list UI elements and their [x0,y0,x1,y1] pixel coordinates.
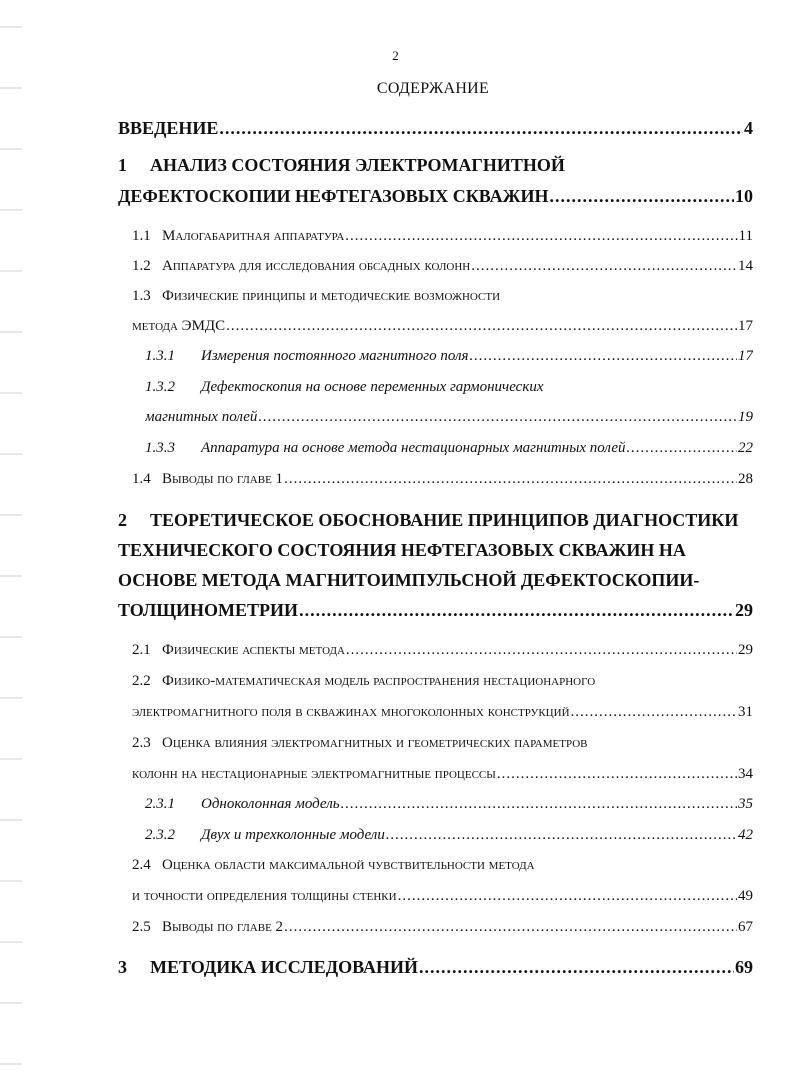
toc-entry-2-3-cont[interactable] [132,766,753,783]
toc-entry-1-3-3[interactable] [145,440,753,457]
toc-entry-2-3-1[interactable] [145,796,753,813]
toc-entry-intro[interactable] [118,118,753,139]
entry-title: ТЕОРЕТИЧЕСКОЕ ОБОСНОВАНИЕ ПРИНЦИПОВ ДИАГНОСТИКИ [150,510,739,530]
chapter-number: 2 [118,510,127,530]
entry-page: 28 [738,471,753,487]
toc-entry-chapter-2-cont-3[interactable] [118,600,753,621]
toc-entry-chapter-2-cont-2[interactable] [118,570,753,591]
entry-page: 29 [738,642,753,658]
toc-entry-chapter-2[interactable] [118,510,753,531]
entry-title: Оценка влияния электромагнитных и геометрических параметров [162,735,588,751]
leader-dots [471,258,737,275]
entry-title: ВВЕДЕНИЕ [118,118,219,138]
entry-title: Физические принципы и методические возможности [162,288,501,304]
toc-entry-1-3-cont[interactable] [132,318,753,335]
toc-entry-1-3-2[interactable] [145,379,753,396]
toc-entry-2-2[interactable] [132,673,753,690]
entry-title: Выводы по главе 1 [162,471,284,487]
entry-page: 10 [735,186,753,206]
leader-dots [419,957,734,978]
toc-entry-2-4-cont[interactable] [132,888,753,905]
section-number: 2.1 [132,642,151,658]
subsection-number: 1.3.1 [145,348,175,364]
entry-page: 22 [738,440,753,456]
entry-title: ОСНОВЕ МЕТОДА МАГНИТОИМПУЛЬСНОЙ ДЕФЕКТОСКОПИИ- [118,570,700,590]
entry-title: Оценка области максимальной чувствительности метода [162,857,535,873]
leader-dots [497,766,737,783]
entry-title: ТЕХНИЧЕСКОГО СОСТОЯНИЯ НЕФТЕГАЗОВЫХ СКВАЖИН НА [118,540,686,560]
entry-title: Физические аспекты метода [162,642,345,658]
section-number: 2.3 [132,735,151,751]
entry-title: ТОЛЩИНОМЕТРИИ [118,600,299,620]
chapter-number: 1 [118,155,127,175]
entry-title: Двух и трехколонные модели [201,827,385,843]
chapter-number: 3 [118,957,127,977]
entry-page: 17 [738,348,753,364]
leader-dots [341,796,737,813]
entry-title: АНАЛИЗ СОСТОЯНИЯ ЭЛЕКТРОМАГНИТНОЙ [150,155,565,175]
entry-page: 35 [738,796,753,812]
toc-entry-2-5[interactable] [132,919,753,936]
entry-page: 49 [738,888,753,904]
leader-dots [258,409,737,426]
entry-page: 67 [738,919,753,935]
leader-dots [346,642,737,659]
entry-page: 11 [738,228,753,244]
toc-entry-chapter-2-cont-1[interactable] [118,540,753,561]
leader-dots [219,118,743,139]
toc-entry-1-2[interactable] [132,258,753,275]
leader-dots [386,827,737,844]
entry-title: МЕТОДИКА ИССЛЕДОВАНИЙ [150,957,419,977]
leader-dots [299,600,734,621]
leader-dots [470,348,738,365]
entry-page: 34 [738,766,753,782]
toc-heading: СОДЕРЖАНИЕ [376,80,490,97]
toc-entry-chapter-1[interactable] [118,155,753,176]
entry-title: и точности определения толщины стенки [132,888,397,904]
toc-entry-2-3-2[interactable] [145,827,753,844]
subsection-number: 2.3.2 [145,827,175,843]
section-number: 2.2 [132,673,151,689]
section-number: 2.4 [132,857,151,873]
section-number: 1.2 [132,258,151,274]
section-number: 1.1 [132,228,151,244]
entry-page: 17 [738,318,753,334]
toc-entry-1-4[interactable] [132,471,753,488]
entry-page: 42 [738,827,753,843]
toc-entry-chapter-3[interactable] [118,957,753,978]
leader-dots [549,186,734,207]
entry-title: Измерения постоянного магнитного поля [201,348,469,364]
section-number: 1.3 [132,288,151,304]
toc-entry-1-1[interactable] [132,228,753,245]
entry-title: Выводы по главе 2 [162,919,284,935]
toc-entry-2-1[interactable] [132,642,753,659]
entry-title: колонн на нестационарные электромагнитные процессы [132,766,496,782]
toc-entry-2-2-cont[interactable] [132,704,753,721]
toc-entry-chapter-1-cont[interactable] [118,186,753,207]
entry-title: ДЕФЕКТОСКОПИИ НЕФТЕГАЗОВЫХ СКВАЖИН [118,186,549,206]
entry-page: 29 [735,600,753,620]
entry-title: Малогабаритная аппаратура [162,228,345,244]
entry-title: Аппаратура на основе метода нестационарных магнитных полей [201,440,626,456]
section-number: 2.5 [132,919,151,935]
entry-page: 4 [744,118,753,138]
leader-dots [398,888,737,905]
entry-page: 19 [738,409,753,425]
entry-title: метода ЭМДС [132,318,226,334]
toc-entry-2-3[interactable] [132,735,753,752]
leader-dots [345,228,737,245]
entry-page: 31 [738,704,753,720]
subsection-number: 1.3.2 [145,379,175,395]
subsection-number: 2.3.1 [145,796,175,812]
entry-page: 14 [738,258,753,274]
leader-dots [284,919,737,936]
entry-title: электромагнитного поля в скважинах многоколонных конструкций [132,704,570,720]
entry-title: Физико-математическая модель распространения нестационарного [162,673,596,689]
toc-entry-1-3[interactable] [132,288,753,305]
subsection-number: 1.3.3 [145,440,175,456]
toc-entry-2-4[interactable] [132,857,753,874]
entry-page: 69 [735,957,753,977]
toc-entry-1-3-2-cont[interactable] [145,409,753,426]
entry-title: Одноколонная модель [201,796,340,812]
page-number: 2 [392,48,399,63]
section-number: 1.4 [132,471,151,487]
leader-dots [571,704,737,721]
leader-dots [626,440,737,457]
entry-title: Дефектоскопия на основе переменных гармонических [201,379,544,395]
leader-dots [284,471,737,488]
leader-dots [226,318,737,335]
entry-title: магнитных полей [145,409,258,425]
entry-title: Аппаратура для исследования обсадных колонн [162,258,471,274]
toc-entry-1-3-1[interactable] [145,348,753,365]
